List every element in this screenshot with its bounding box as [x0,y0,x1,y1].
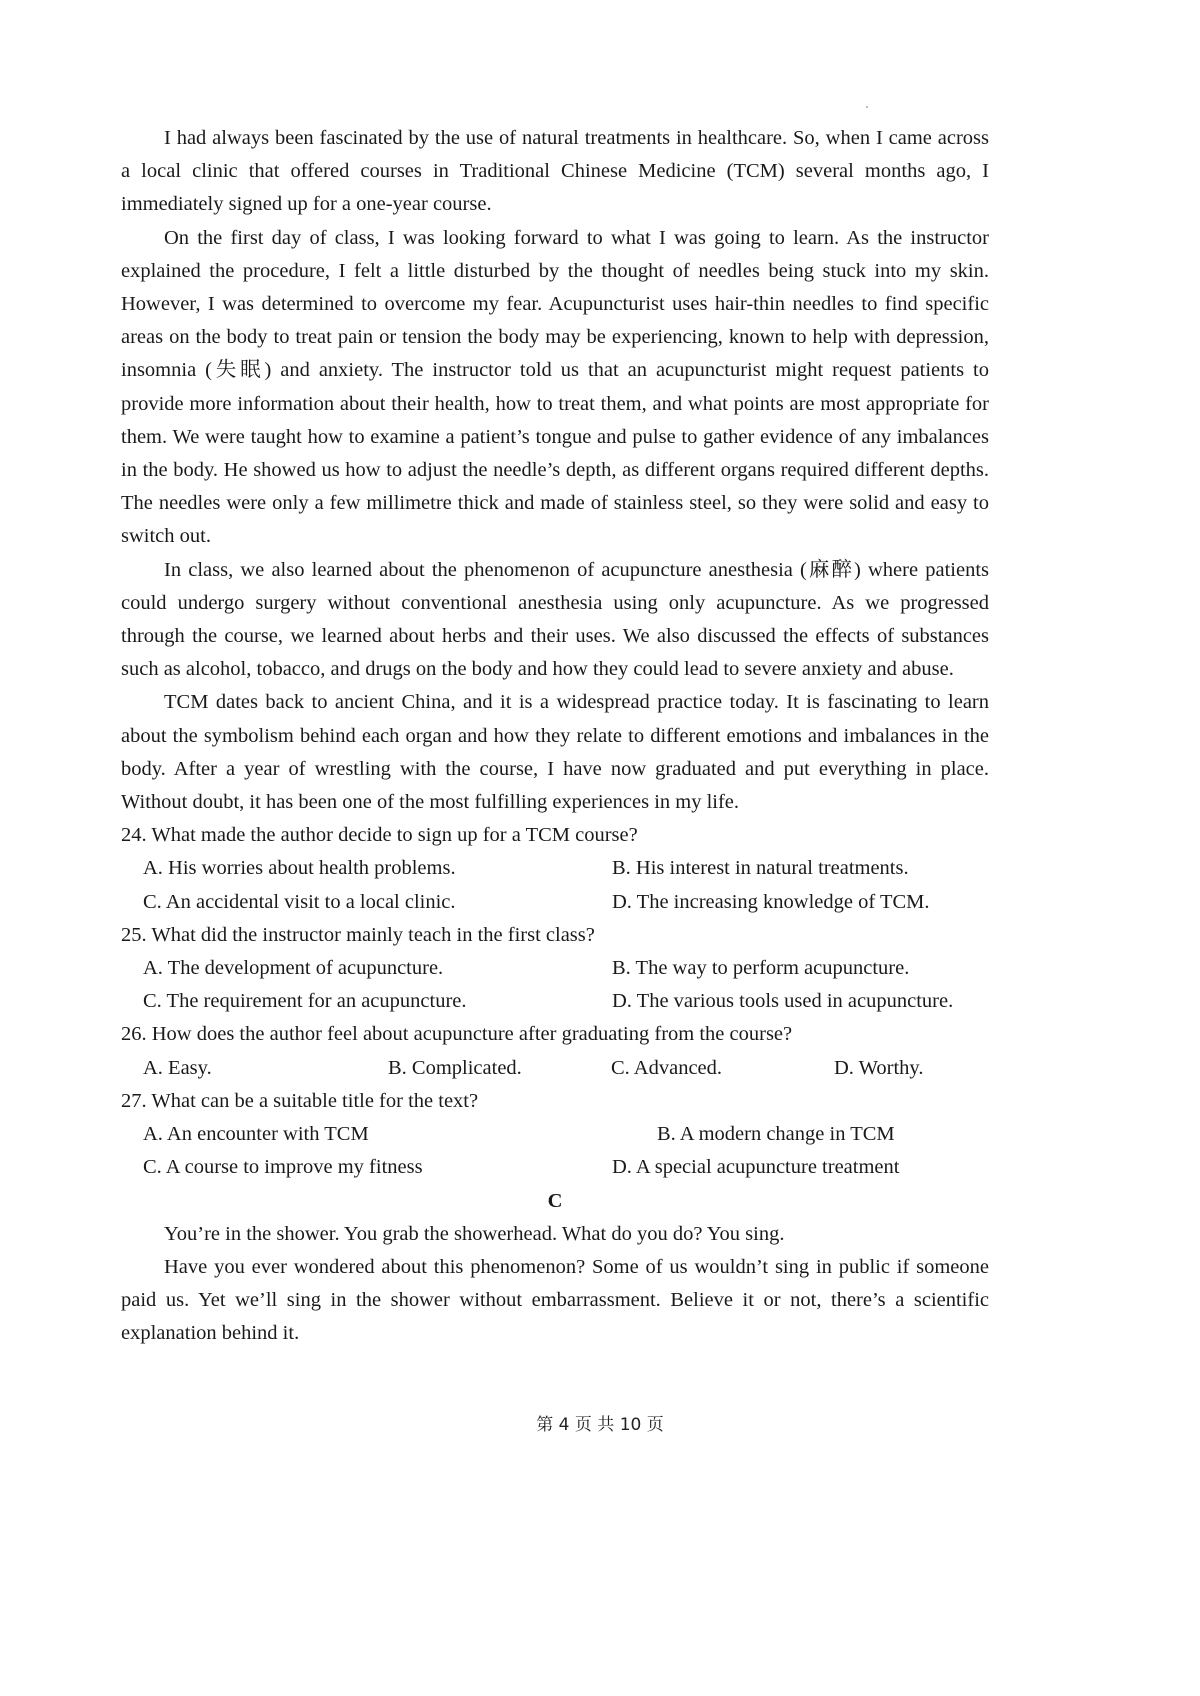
question-27 [121,1085,989,1185]
passage-c-paragraph-2: Have you ever wondered about this phenomenon? Some of us wouldn’t sing in public if someone paid us. Yet we’ll sing in the shower without embarrassment. Believe it or not, there’s a scientific explanation behind it. [121,1255,989,1345]
option-b: B. His interest in natural treatments. [612,857,909,880]
question-stem: 25. What did the instructor mainly teach in the first class? [121,923,595,946]
section-heading-c: C [547,1189,563,1212]
question-24 [121,819,989,919]
option-c: C. An accidental visit to a local clinic. [143,890,456,913]
page-number-footer: 第 4 页 共 10 页 [536,1415,664,1435]
option-c: C. Advanced. [611,1056,723,1079]
question-options [121,1052,989,1085]
option-a: A. Easy. [143,1056,212,1079]
question-26 [121,1018,989,1084]
option-d: D. A special acupuncture treatment [612,1156,900,1179]
option-b: B. Complicated. [388,1056,522,1079]
option-a: A. His worries about health problems. [143,857,456,880]
passage-b-paragraph-1: I had always been fascinated by the use of natural treatments in healthcare. So, when I came across a local clinic that offered courses in Traditional Chinese Medicine (TCM) several months ago, I immediately signed up for a one-year course. [121,127,989,216]
option-b: B. The way to perform acupuncture. [612,957,910,980]
question-options [121,1118,989,1151]
option-d: D. The increasing knowledge of TCM. [612,890,930,913]
question-options [121,952,989,1018]
exam-page [121,122,989,1351]
question-25 [121,919,989,1019]
passage-c-paragraph-1: You’re in the shower. You grab the showerhead. What do you do? You sing. [164,1222,785,1245]
question-stem: 26. How does the author feel about acupuncture after graduating from the course? [121,1023,793,1046]
option-c: C. The requirement for an acupuncture. [143,990,467,1013]
question-stem: 27. What can be a suitable title for the text? [121,1089,479,1112]
scan-speck [866,106,868,108]
option-a: A. The development of acupuncture. [143,957,444,980]
question-stem: 24. What made the author decide to sign up for a TCM course? [121,824,638,847]
question-options [121,1151,989,1184]
option-b: B. A modern change in TCM [657,1123,895,1146]
option-a: A. An encounter with TCM [143,1123,369,1146]
option-d: D. Worthy. [834,1056,924,1079]
question-options [121,852,989,918]
passage-b-paragraph-3: In class, we also learned about the phenomenon of acupuncture anesthesia (麻醉) where patients could undergo surgery without conventional anesthesia using only acupuncture. As we progressed through the course, we learned about herbs and their uses. We also discussed the effects of substances such as alcohol, tobacco, and drugs on the body and how they could lead to severe anxiety and abuse. [121,558,989,681]
passage-b-paragraph-4: TCM dates back to ancient China, and it is a widespread practice today. It is fascinating to learn about the symbolism behind each organ and how they relate to different emotions and imbalances in the body. After a year of wrestling with the course, I have now graduated and put everything in place. Without doubt, it has been one of the most fulfilling experiences in my life. [121,691,989,814]
option-d: D. The various tools used in acupuncture. [612,990,954,1013]
option-c: C. A course to improve my fitness [143,1156,423,1179]
passage-b-paragraph-2: On the first day of class, I was looking forward to what I was going to learn. As the instructor explained the procedure, I felt a little disturbed by the thought of needles being stuck into my skin. However, I was determined to overcome my fear. Acupuncturist uses hair-thin needles to find specific areas on the body to treat pain or tension the body may be experiencing, known to help with depression, insomnia (失眠) and anxiety. The instructor told us that an acupuncturist might request patients to provide more information about their health, how to treat them, and what points are most appropriate for them. We were taught how to examine a patient’s tongue and pulse to gather evidence of any imbalances in the body. He showed us how to adjust the needle’s depth, as different organs required different depths. The needles were only a few millimetre thick and made of stainless steel, so they were solid and easy to switch out. [121,226,989,548]
